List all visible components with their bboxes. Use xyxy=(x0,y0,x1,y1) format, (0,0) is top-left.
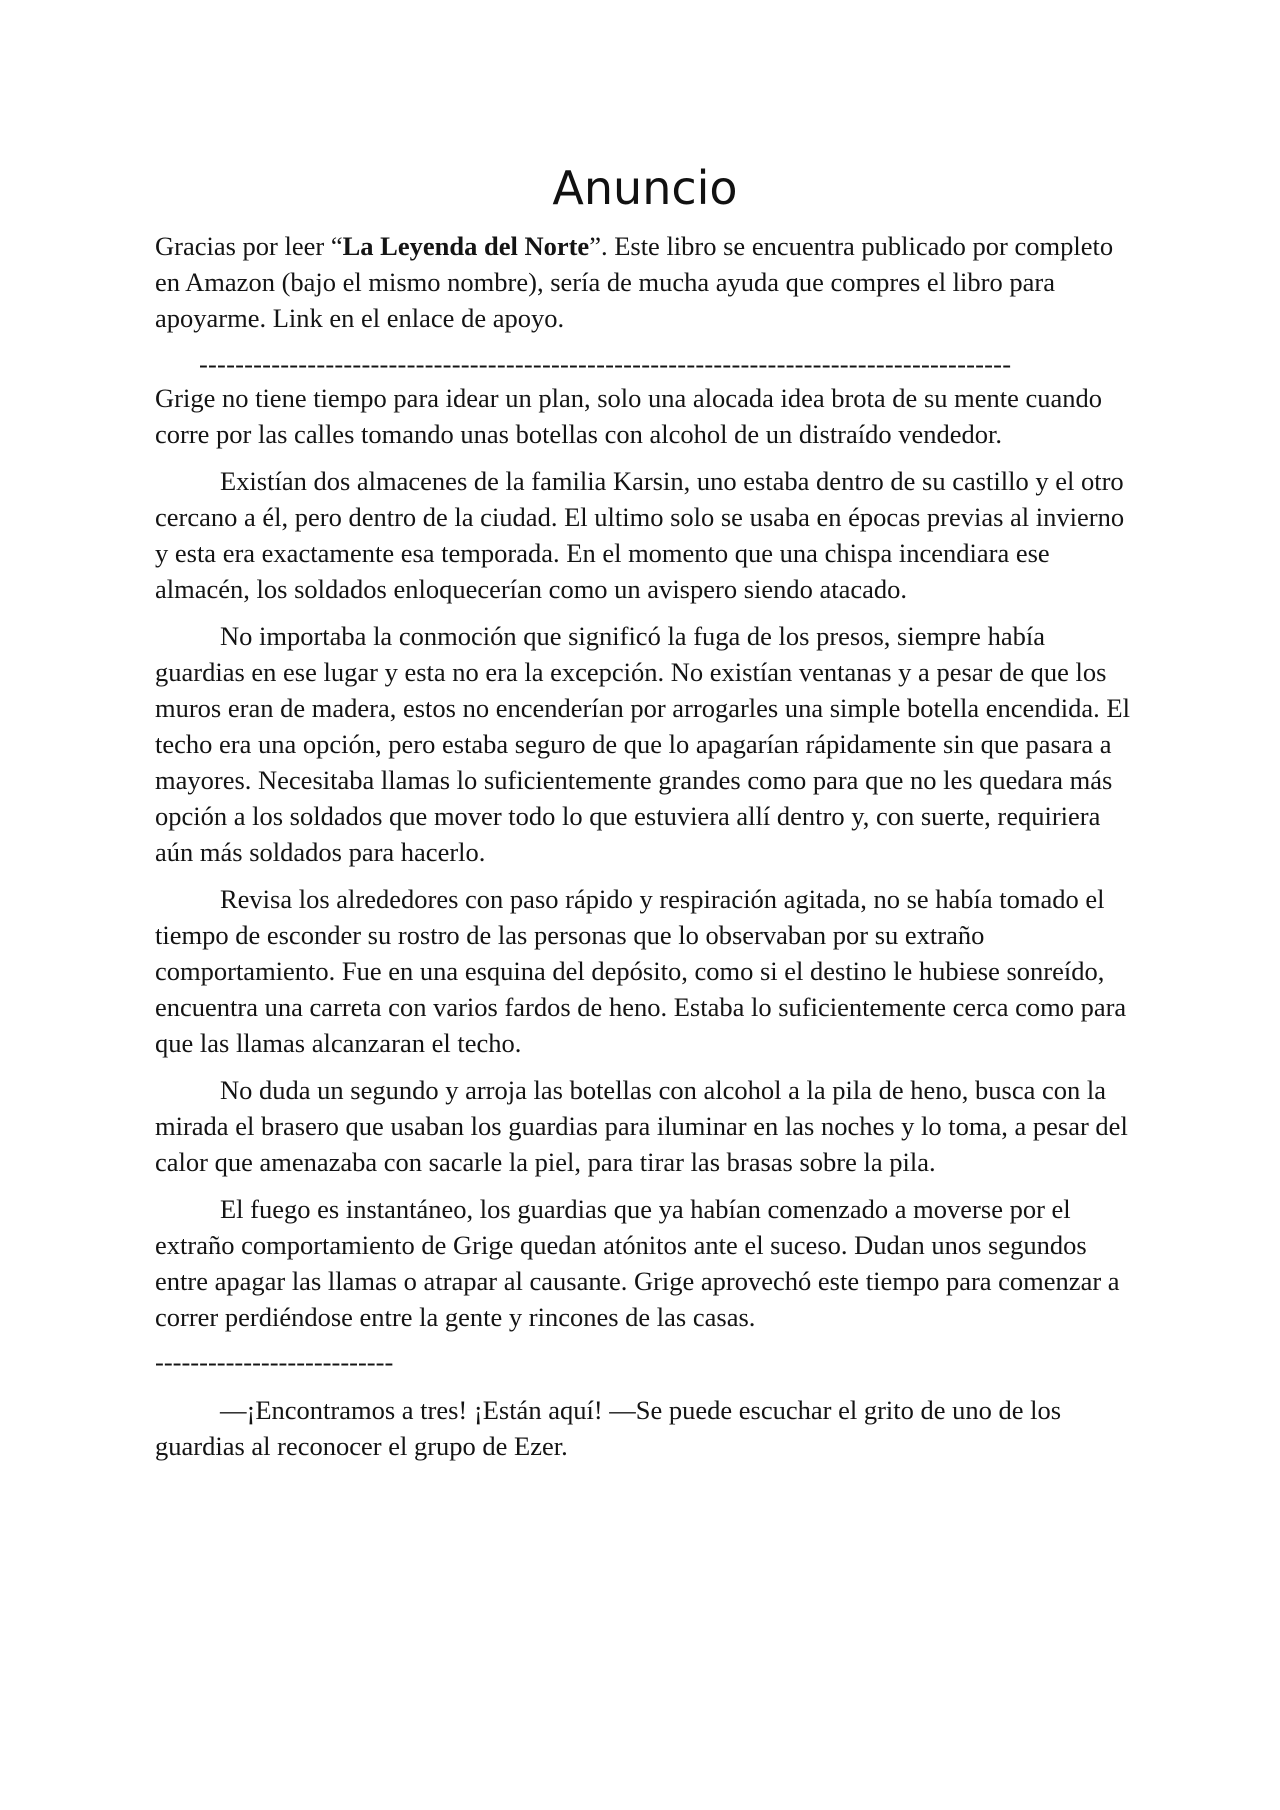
section-separator: ------------------------------------------------------------------------------------------ xyxy=(199,349,1012,379)
announcement-after: ”. Este libro se encuentra publicado por completo en Amazon (bajo el mismo nombre), sería de mucha ayuda que compres el libro para apoyarme. Link en el enlace de apoyo. xyxy=(155,231,1114,333)
paragraph-6: El fuego es instantáneo, los guardias que ya habían comenzado a moverse por el extraño comportamiento de Grige quedan atónitos ante el suceso. Dudan unos segundos entre apagar las llamas o atrapar al causante. Grige aprovechó este tiempo para comenzar a correr perdiéndose entre la gente y rincones de las casas. xyxy=(155,1194,1120,1332)
announcement-before: Gracias por leer “ xyxy=(155,231,343,261)
paragraph-1: Grige no tiene tiempo para idear un plan, solo una alocada idea brota de su mente cuando corre por las calles tomando unas botellas con alcohol de un distraído vendedor. xyxy=(155,383,1103,449)
announcement-text xyxy=(155,228,1135,336)
paragraph-5: No duda un segundo y arroja las botellas con alcohol a la pila de heno, busca con la mirada el brasero que usaban los guardias para iluminar en las noches y lo toma, a pesar del calor que amenazaba con sacarle la piel, para tirar las brasas sobre la pila. xyxy=(155,1075,1128,1177)
page-title: Anuncio xyxy=(552,161,738,215)
paragraph-2: Existían dos almacenes de la familia Karsin, uno estaba dentro de su castillo y el otro cercano a él, pero dentro de la ciudad. El ultimo solo se usaba en épocas previas al invierno y esta era exactamente esa temporada. En el momento que una chispa incendiara ese almacén, los soldados enloquecerían como un avispero siendo atacado. xyxy=(155,466,1125,604)
book-title: La Leyenda del Norte xyxy=(342,231,590,261)
document-page xyxy=(155,160,1135,1475)
paragraph-4: Revisa los alrededores con paso rápido y respiración agitada, no se había tomado el tiempo de esconder su rostro de las personas que lo observaban por su extraño comportamiento. Fue en una esquina del depósito, como si el destino le hubiese sonreído, encuentra una carreta con varios fardos de heno. Estaba lo suficientemente cerca como para que las llamas alcanzaran el techo. xyxy=(155,884,1127,1058)
paragraph-3: No importaba la conmoción que significó la fuga de los presos, siempre había guardias en ese lugar y esta no era la excepción. No existían ventanas y a pesar de que los muros eran de madera, estos no encenderían por arrogarles una simple botella encendida. El techo era una opción, pero estaba seguro de que lo apagarían rápidamente sin que pasara a mayores. Necesitaba llamas lo suficientemente grandes como para que no les quedara más opción a los soldados que mover todo lo que estuviera allí dentro y, con suerte, requiriera aún más soldados para hacerlo. xyxy=(155,621,1130,867)
scene-break: --------------------------- xyxy=(155,1347,394,1377)
dialogue-paragraph: —¡Encontramos a tres! ¡Están aquí! —Se puede escuchar el grito de uno de los guardias al reconocer el grupo de Ezer. xyxy=(155,1395,1062,1461)
